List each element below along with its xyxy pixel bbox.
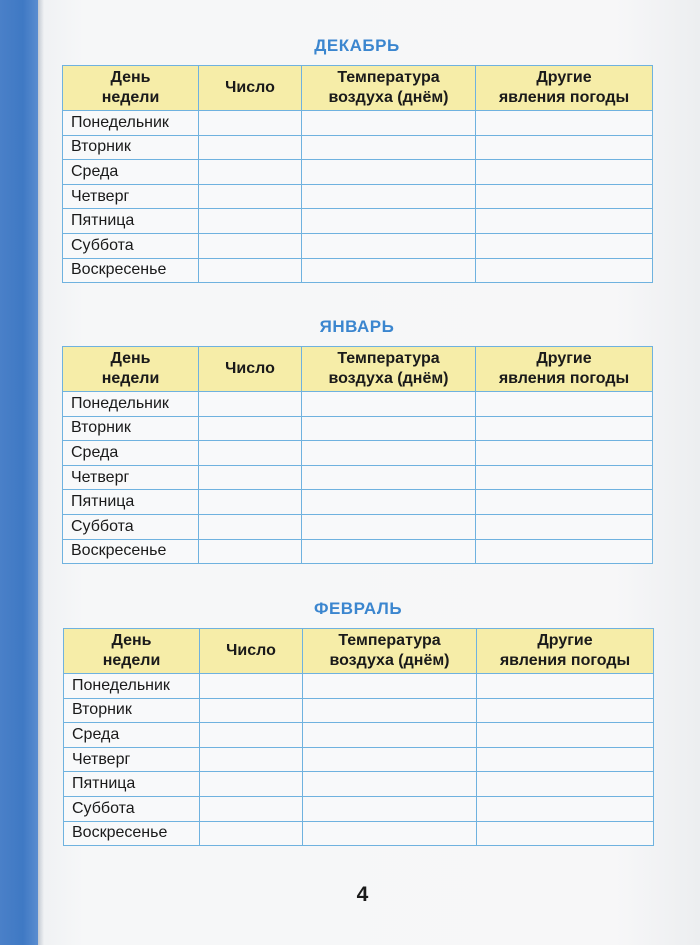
day-label: Вторник: [63, 135, 199, 160]
temperature-cell[interactable]: [302, 539, 476, 564]
day-label: Четверг: [63, 465, 199, 490]
table-row: [63, 514, 653, 539]
date-cell[interactable]: [200, 821, 303, 846]
day-label: Суббота: [63, 233, 199, 258]
temperature-cell[interactable]: [302, 233, 476, 258]
other-weather-cell[interactable]: [476, 111, 653, 136]
temperature-cell[interactable]: [302, 441, 476, 466]
temperature-cell[interactable]: [302, 490, 476, 515]
other-weather-cell[interactable]: [477, 698, 654, 723]
day-label: Пятница: [63, 209, 199, 234]
weather-table: [62, 346, 653, 564]
table-header-row: [63, 347, 653, 392]
date-cell[interactable]: [200, 723, 303, 748]
day-label: Среда: [63, 160, 199, 185]
header-day-of-week: День недели: [63, 66, 199, 111]
temperature-cell[interactable]: [302, 258, 476, 283]
day-label: Четверг: [64, 747, 200, 772]
table-row: [64, 821, 654, 846]
date-cell[interactable]: [199, 184, 302, 209]
table-row: [63, 441, 653, 466]
table-row: [64, 723, 654, 748]
other-weather-cell[interactable]: [477, 674, 654, 699]
other-weather-cell[interactable]: [476, 184, 653, 209]
table-row: [64, 796, 654, 821]
other-weather-cell[interactable]: [476, 416, 653, 441]
weather-table: [63, 628, 654, 846]
table-row: [63, 111, 653, 136]
header-other-weather: Другие явления погоды: [476, 66, 653, 111]
date-cell[interactable]: [199, 111, 302, 136]
date-cell[interactable]: [199, 490, 302, 515]
day-label: Среда: [63, 441, 199, 466]
temperature-cell[interactable]: [302, 135, 476, 160]
header-air-temperature: Температура воздуха (днём): [303, 629, 477, 674]
table-row: [64, 747, 654, 772]
temperature-cell[interactable]: [302, 111, 476, 136]
other-weather-cell[interactable]: [476, 135, 653, 160]
other-weather-cell[interactable]: [477, 747, 654, 772]
page-number: 4: [356, 883, 369, 906]
table-row: [64, 698, 654, 723]
temperature-cell[interactable]: [302, 184, 476, 209]
header-air-temperature: Температура воздуха (днём): [302, 66, 476, 111]
temperature-cell[interactable]: [302, 392, 476, 417]
header-other-weather: Другие явления погоды: [477, 629, 654, 674]
date-cell[interactable]: [199, 441, 302, 466]
other-weather-cell[interactable]: [476, 258, 653, 283]
month-block-december: [62, 33, 652, 283]
other-weather-cell[interactable]: [476, 514, 653, 539]
table-row: [63, 209, 653, 234]
date-cell[interactable]: [200, 698, 303, 723]
day-label: Воскресенье: [63, 539, 199, 564]
date-cell[interactable]: [199, 392, 302, 417]
temperature-cell[interactable]: [302, 416, 476, 441]
other-weather-cell[interactable]: [476, 160, 653, 185]
date-cell[interactable]: [199, 416, 302, 441]
date-cell[interactable]: [200, 796, 303, 821]
date-cell[interactable]: [199, 514, 302, 539]
day-label: Пятница: [63, 490, 199, 515]
date-cell[interactable]: [199, 160, 302, 185]
header-date: Число: [200, 629, 303, 674]
day-label: Воскресенье: [64, 821, 200, 846]
month-block-january: [62, 314, 652, 564]
temperature-cell[interactable]: [303, 723, 477, 748]
spine-shadow: [38, 0, 44, 945]
table-row: [63, 465, 653, 490]
day-label: Среда: [64, 723, 200, 748]
table-row: [63, 184, 653, 209]
date-cell[interactable]: [200, 674, 303, 699]
date-cell[interactable]: [200, 772, 303, 797]
table-header-row: [64, 629, 654, 674]
temperature-cell[interactable]: [303, 747, 477, 772]
date-cell[interactable]: [199, 209, 302, 234]
table-row: [63, 160, 653, 185]
temperature-cell[interactable]: [302, 514, 476, 539]
header-date: Число: [199, 347, 302, 392]
temperature-cell[interactable]: [303, 772, 477, 797]
temperature-cell[interactable]: [303, 796, 477, 821]
header-date: Число: [199, 66, 302, 111]
day-label: Четверг: [63, 184, 199, 209]
other-weather-cell[interactable]: [476, 392, 653, 417]
other-weather-cell[interactable]: [477, 772, 654, 797]
temperature-cell[interactable]: [303, 674, 477, 699]
other-weather-cell[interactable]: [476, 539, 653, 564]
table-row: [63, 416, 653, 441]
day-label: Суббота: [64, 796, 200, 821]
other-weather-cell[interactable]: [476, 441, 653, 466]
day-label: Вторник: [63, 416, 199, 441]
day-label: Понедельник: [63, 111, 199, 136]
month-block-february: [63, 596, 653, 846]
month-title: ФЕВРАЛЬ: [313, 599, 403, 618]
table-row: [63, 135, 653, 160]
table-header-row: [63, 66, 653, 111]
temperature-cell[interactable]: [303, 698, 477, 723]
date-cell[interactable]: [199, 539, 302, 564]
header-air-temperature: Температура воздуха (днём): [302, 347, 476, 392]
table-row: [64, 772, 654, 797]
month-title: ЯНВАРЬ: [319, 317, 395, 336]
table-row: [63, 539, 653, 564]
table-row: [63, 490, 653, 515]
day-label: Суббота: [63, 514, 199, 539]
date-cell[interactable]: [199, 135, 302, 160]
other-weather-cell[interactable]: [476, 490, 653, 515]
other-weather-cell[interactable]: [476, 209, 653, 234]
other-weather-cell[interactable]: [476, 465, 653, 490]
date-cell[interactable]: [200, 747, 303, 772]
date-cell[interactable]: [199, 465, 302, 490]
table-row: [63, 233, 653, 258]
day-label: Пятница: [64, 772, 200, 797]
header-other-weather: Другие явления погоды: [476, 347, 653, 392]
table-row: [63, 258, 653, 283]
other-weather-cell[interactable]: [477, 821, 654, 846]
date-cell[interactable]: [199, 258, 302, 283]
other-weather-cell[interactable]: [477, 723, 654, 748]
day-label: Воскресенье: [63, 258, 199, 283]
weather-table: [62, 65, 653, 283]
day-label: Понедельник: [63, 392, 199, 417]
blue-spine-strip: [0, 0, 38, 945]
other-weather-cell[interactable]: [477, 796, 654, 821]
table-row: [64, 674, 654, 699]
other-weather-cell[interactable]: [476, 233, 653, 258]
header-day-of-week: День недели: [64, 629, 200, 674]
temperature-cell[interactable]: [302, 160, 476, 185]
day-label: Вторник: [64, 698, 200, 723]
temperature-cell[interactable]: [302, 465, 476, 490]
date-cell[interactable]: [199, 233, 302, 258]
temperature-cell[interactable]: [303, 821, 477, 846]
month-title: ДЕКАБРЬ: [314, 36, 400, 55]
temperature-cell[interactable]: [302, 209, 476, 234]
header-day-of-week: День недели: [63, 347, 199, 392]
day-label: Понедельник: [64, 674, 200, 699]
table-row: [63, 392, 653, 417]
